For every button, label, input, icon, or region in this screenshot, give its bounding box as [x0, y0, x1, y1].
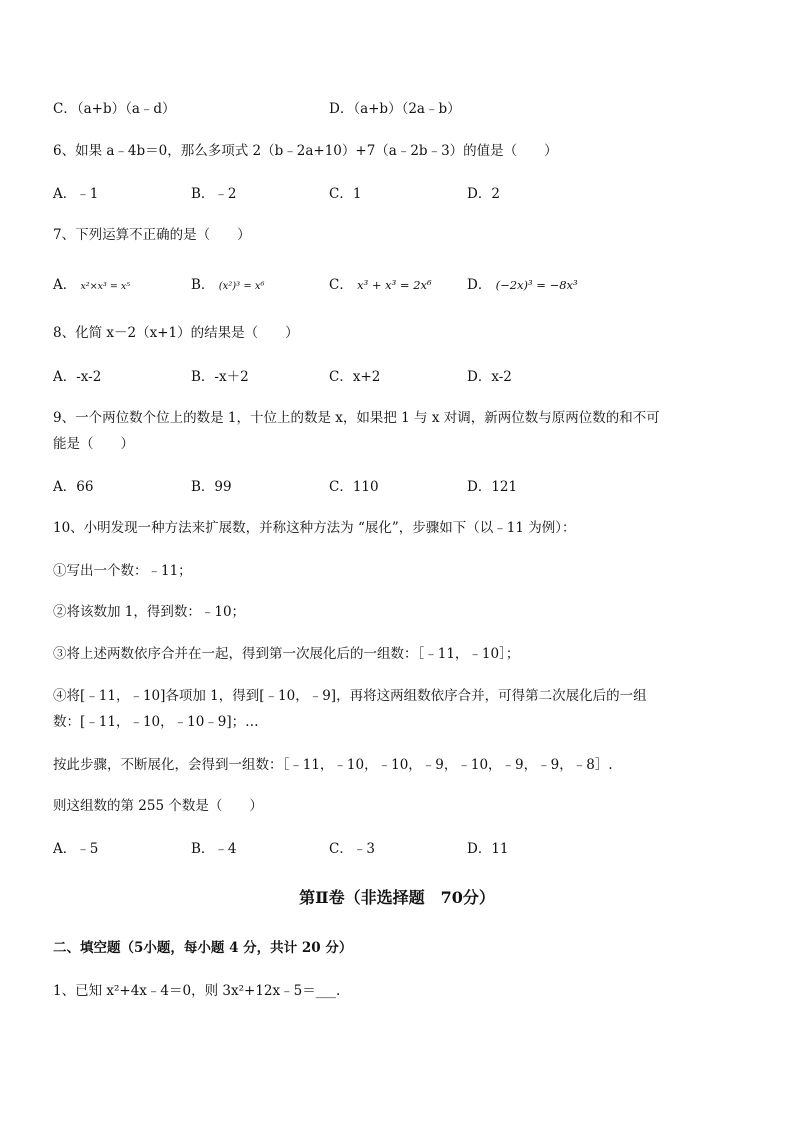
q10-option-b: B．﹣4 — [191, 841, 237, 857]
q9-option-c: C．110 — [329, 479, 379, 495]
q7-option-a-label: A． — [53, 277, 77, 293]
q9-option-d: D．121 — [467, 479, 518, 495]
q5-option-d: D．（a+b）（2a﹣b） — [329, 101, 461, 117]
q10-option-c: C．﹣3 — [329, 841, 375, 857]
q7-option-c-label: C． — [329, 277, 353, 293]
q7-option-d — [467, 275, 578, 295]
q7-option-b-label: B． — [191, 277, 215, 293]
q9-option-b: B．99 — [191, 479, 232, 495]
q10-step-4-line-1: ④将[﹣11，﹣10]各项加 1，得到[﹣10，﹣9]，再将这两组数依序合并，可得第二次展化后的一组 — [53, 688, 647, 704]
q8-option-a: A．-x-2 — [53, 369, 102, 385]
q7-option-a — [53, 275, 130, 297]
part-2-title: 第Ⅱ卷（非选择题 70分） — [299, 888, 495, 907]
q7-option-c-formula: x³ + x³ = 2x⁶ — [357, 278, 432, 292]
q9-stem-line-2: 能是（ ） — [53, 436, 134, 452]
section-fill-in-blank-heading: 二、填空题（5小题，每小题 4 分，共计 20 分） — [53, 940, 353, 956]
q10-step-3: ③将上述两数依序合并在一起，得到第一次展化后的一组数：［﹣11，﹣10］； — [53, 646, 520, 662]
q8-stem: 8、化简 x－2（x+1）的结果是（ ） — [53, 325, 299, 341]
q5-option-c: C．（a+b）（a﹣d） — [53, 101, 176, 117]
q6-option-b: B．﹣2 — [191, 186, 237, 202]
q10-question: 则这组数的第 255 个数是（ ） — [53, 798, 263, 814]
q7-option-d-formula: (−2x)³ = −8x³ — [495, 278, 578, 292]
q7-option-c — [329, 275, 432, 295]
q8-option-d: D．x-2 — [467, 369, 512, 385]
q7-option-a-formula: x²×x³ = x⁵ — [80, 281, 131, 292]
q8-option-b: B．-x＋2 — [191, 369, 249, 385]
q9-option-a: A．66 — [53, 479, 94, 495]
q7-option-d-label: D． — [467, 277, 492, 293]
q6-option-a: A．﹣1 — [53, 186, 99, 202]
q10-step-1: ①写出一个数：﹣11； — [53, 563, 192, 579]
q10-step-2: ②将该数加 1，得到数：﹣10； — [53, 604, 246, 620]
q7-option-b-formula: (x²)³ = x⁶ — [218, 281, 265, 292]
q10-continuation: 按此步骤，不断展化，会得到一组数：［﹣11，﹣10，﹣10，﹣9，﹣10，﹣9，﹣9，﹣8］. — [53, 757, 613, 773]
q7-stem: 7、下列运算不正确的是（ ） — [53, 227, 251, 243]
q6-stem: 6、如果 a﹣4b＝0，那么多项式 2（b﹣2a+10）+7（a﹣2b﹣3）的值是（ ） — [53, 143, 558, 159]
q8-option-c: C．x+2 — [329, 369, 381, 385]
q6-option-c: C．1 — [329, 186, 362, 202]
q6-option-d: D．2 — [467, 186, 500, 202]
q10-step-4-line-2: 数：[﹣11，﹣10，﹣10﹣9]；… — [53, 714, 259, 730]
q10-stem: 10、小明发现一种方法来扩展数，并称这种方法为 “展化”，步骤如下（以﹣11 为例）： — [53, 520, 576, 536]
q9-stem-line-1: 9、一个两位数个位上的数是 1，十位上的数是 x，如果把 1 与 x 对调，新两位数与原两位数的和不可 — [53, 410, 660, 426]
fill-question-1: 1、已知 x²+4x﹣4＝0，则 3x²+12x﹣5＝___. — [53, 983, 341, 999]
q7-option-b — [191, 275, 265, 297]
q10-option-a: A．﹣5 — [53, 841, 99, 857]
q10-option-d: D．11 — [467, 841, 509, 857]
